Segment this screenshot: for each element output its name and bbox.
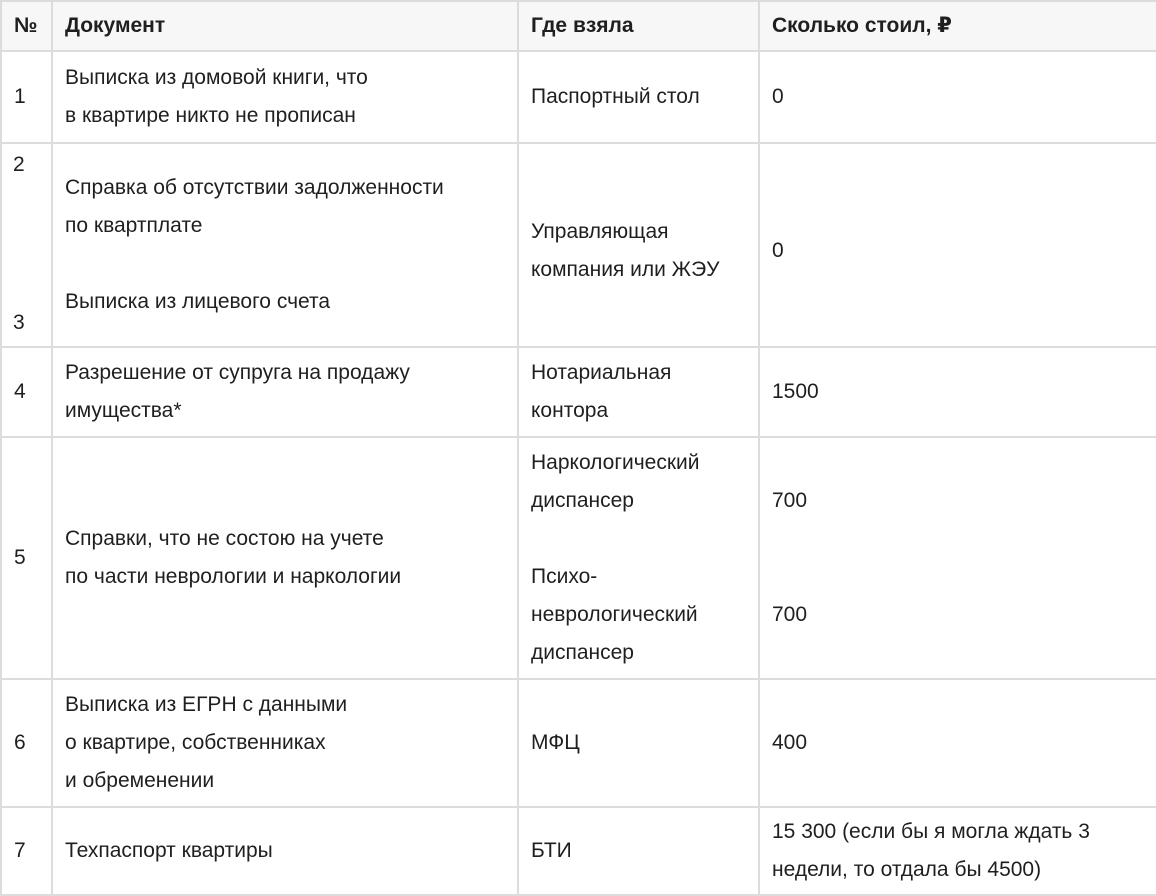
row-document — [52, 807, 518, 895]
cost-line: 0 — [772, 239, 784, 262]
document-line: Выписка из лицевого счета — [65, 290, 331, 313]
spacer — [65, 245, 507, 283]
cost-line: 700 — [772, 603, 808, 626]
row-document — [52, 679, 518, 807]
source-line: Паспортный стол — [531, 85, 700, 108]
table-header-row — [1, 1, 1156, 51]
row-number: 5 — [1, 437, 52, 679]
row-cost — [759, 143, 1156, 347]
source-line: Наркологический — [531, 451, 700, 474]
row-number: 1 — [1, 51, 52, 143]
row-number: 4 — [1, 347, 52, 437]
header-number: № — [1, 1, 52, 51]
row-source — [518, 679, 759, 807]
header-document: Документ — [52, 1, 518, 51]
header-source: Где взяла — [518, 1, 759, 51]
row-document — [52, 437, 518, 679]
document-line: Справки, что не состою на учете — [65, 527, 384, 550]
table-row — [1, 51, 1156, 143]
row-document — [52, 347, 518, 437]
document-line: Выписка из домовой книги, что — [65, 66, 368, 89]
row-number — [1, 143, 52, 347]
table-row — [1, 437, 1156, 679]
row-source — [518, 347, 759, 437]
row-number: 7 — [1, 807, 52, 895]
row-cost — [759, 807, 1156, 895]
row-source — [518, 807, 759, 895]
document-line: Разрешение от супруга на продажу — [65, 361, 410, 384]
source-line: Управляющая — [531, 220, 669, 243]
document-line: имущества* — [65, 399, 182, 422]
table-row — [1, 347, 1156, 437]
document-line: по квартплате — [65, 214, 203, 237]
document-line: по части неврологии и наркологии — [65, 565, 402, 588]
source-line: Нотариальная — [531, 361, 672, 384]
source-line: Психо- — [531, 565, 598, 588]
spacer — [772, 558, 1146, 596]
source-line: контора — [531, 399, 609, 422]
document-line: о квартире, собственниках — [65, 731, 326, 754]
row-document — [52, 51, 518, 143]
cost-line: 1500 — [772, 380, 819, 403]
table-row — [1, 679, 1156, 807]
source-line: компания или ЖЭУ — [531, 258, 720, 281]
row-source — [518, 143, 759, 347]
spacer — [772, 520, 1146, 558]
row-cost — [759, 347, 1156, 437]
source-line: БТИ — [531, 839, 572, 862]
source-line: МФЦ — [531, 731, 580, 754]
row-number-top: 2 — [13, 153, 25, 176]
document-line: Техпаспорт квартиры — [65, 839, 273, 862]
cost-line: 700 — [772, 489, 808, 512]
row-source — [518, 437, 759, 679]
cost-line: 0 — [772, 85, 784, 108]
row-number-bottom: 3 — [13, 311, 25, 334]
row-cost — [759, 437, 1156, 679]
source-line: неврологический — [531, 603, 698, 626]
cost-line: 400 — [772, 731, 808, 754]
row-cost — [759, 679, 1156, 807]
source-line: диспансер — [531, 641, 634, 664]
document-line: Выписка из ЕГРН с данными — [65, 693, 348, 716]
document-line: в квартире никто не прописан — [65, 104, 356, 127]
document-line: Справка об отсутствии задолженности — [65, 176, 444, 199]
row-number: 6 — [1, 679, 52, 807]
table-row — [1, 143, 1156, 347]
row-cost — [759, 51, 1156, 143]
row-source — [518, 51, 759, 143]
cost-line: недели, то отдала бы 4500) — [772, 858, 1042, 881]
source-line: диспансер — [531, 489, 634, 512]
row-document — [52, 143, 518, 347]
cost-line: 15 300 (если бы я могла ждать 3 — [772, 820, 1090, 843]
header-cost: Сколько стоил, ₽ — [759, 1, 1156, 51]
table-row — [1, 807, 1156, 895]
spacer — [531, 520, 748, 558]
document-line: и обременении — [65, 769, 215, 792]
